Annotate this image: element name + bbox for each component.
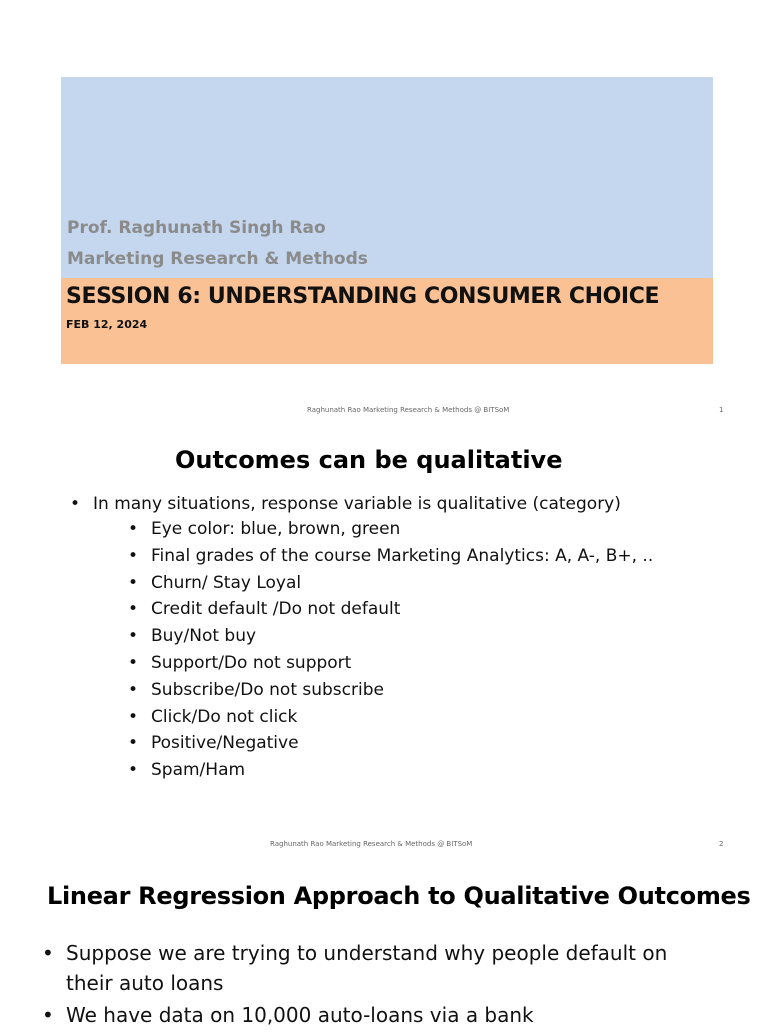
bullet-icon: • xyxy=(128,599,139,620)
list-item-text: Positive/Negative xyxy=(151,733,299,754)
bullet-icon: • xyxy=(42,941,54,965)
bullet-icon: • xyxy=(70,494,81,514)
list-item xyxy=(42,941,667,971)
bullet-icon: • xyxy=(128,679,139,700)
bullet-icon: • xyxy=(128,626,139,647)
list-item-text: Spam/Ham xyxy=(151,760,246,781)
list-item xyxy=(128,653,653,680)
page-number: 2 xyxy=(719,840,724,848)
list-item-continuation xyxy=(42,971,667,1003)
list-item-text: Subscribe/Do not subscribe xyxy=(151,679,384,700)
bullet-icon: • xyxy=(128,519,139,539)
main-bullet-list xyxy=(70,494,621,518)
slide-heading: Outcomes can be qualitative xyxy=(175,446,563,474)
list-item xyxy=(42,1003,667,1033)
course-name: Marketing Research & Methods xyxy=(67,249,368,269)
bullet-icon: • xyxy=(128,572,139,593)
list-item xyxy=(70,494,621,518)
list-item xyxy=(128,599,653,626)
list-item xyxy=(128,680,653,707)
bullet-icon: • xyxy=(128,733,139,754)
list-item xyxy=(128,546,653,573)
list-item-text: Credit default /Do not default xyxy=(151,599,401,620)
bullet-icon: • xyxy=(128,545,139,566)
list-item xyxy=(128,733,653,760)
session-title: SESSION 6: UNDERSTANDING CONSUMER CHOICE xyxy=(66,284,660,309)
page-number: 1 xyxy=(719,406,724,414)
session-date: FEB 12, 2024 xyxy=(66,318,148,331)
sub-bullet-list xyxy=(128,519,653,787)
list-item-text: Click/Do not click xyxy=(151,706,298,727)
title-top-band xyxy=(61,77,713,278)
list-item xyxy=(128,760,653,787)
list-item-text: We have data on 10,000 auto-loans via a bank xyxy=(66,1003,534,1027)
list-item-text: Eye color: blue, brown, green xyxy=(151,519,401,539)
list-item xyxy=(128,626,653,653)
list-item-text: their auto loans xyxy=(66,971,224,995)
professor-name: Prof. Raghunath Singh Rao xyxy=(67,218,326,238)
slide-footer: Raghunath Rao Marketing Research & Methods @ BITSoM xyxy=(270,840,473,848)
bullet-icon: • xyxy=(128,706,139,727)
slide-footer: Raghunath Rao Marketing Research & Methods @ BITSoM xyxy=(307,406,510,414)
list-item xyxy=(128,519,653,546)
main-bullet-list xyxy=(42,941,667,1033)
slide-heading: Linear Regression Approach to Qualitative Outcomes xyxy=(47,882,751,910)
list-item-text: Final grades of the course Marketing Analytics: A, A-, B+, .. xyxy=(151,545,654,566)
bullet-icon: • xyxy=(128,652,139,673)
bullet-icon: • xyxy=(128,760,139,781)
list-item-text: Churn/ Stay Loyal xyxy=(151,572,302,593)
bullet-icon: • xyxy=(42,1003,54,1027)
list-item-text: Suppose we are trying to understand why people default on xyxy=(66,941,668,965)
list-item-text: In many situations, response variable is qualitative (category) xyxy=(93,494,621,514)
list-item xyxy=(128,707,653,734)
list-item-text: Buy/Not buy xyxy=(151,626,257,647)
list-item-text: Support/Do not support xyxy=(151,652,352,673)
list-item xyxy=(128,573,653,600)
